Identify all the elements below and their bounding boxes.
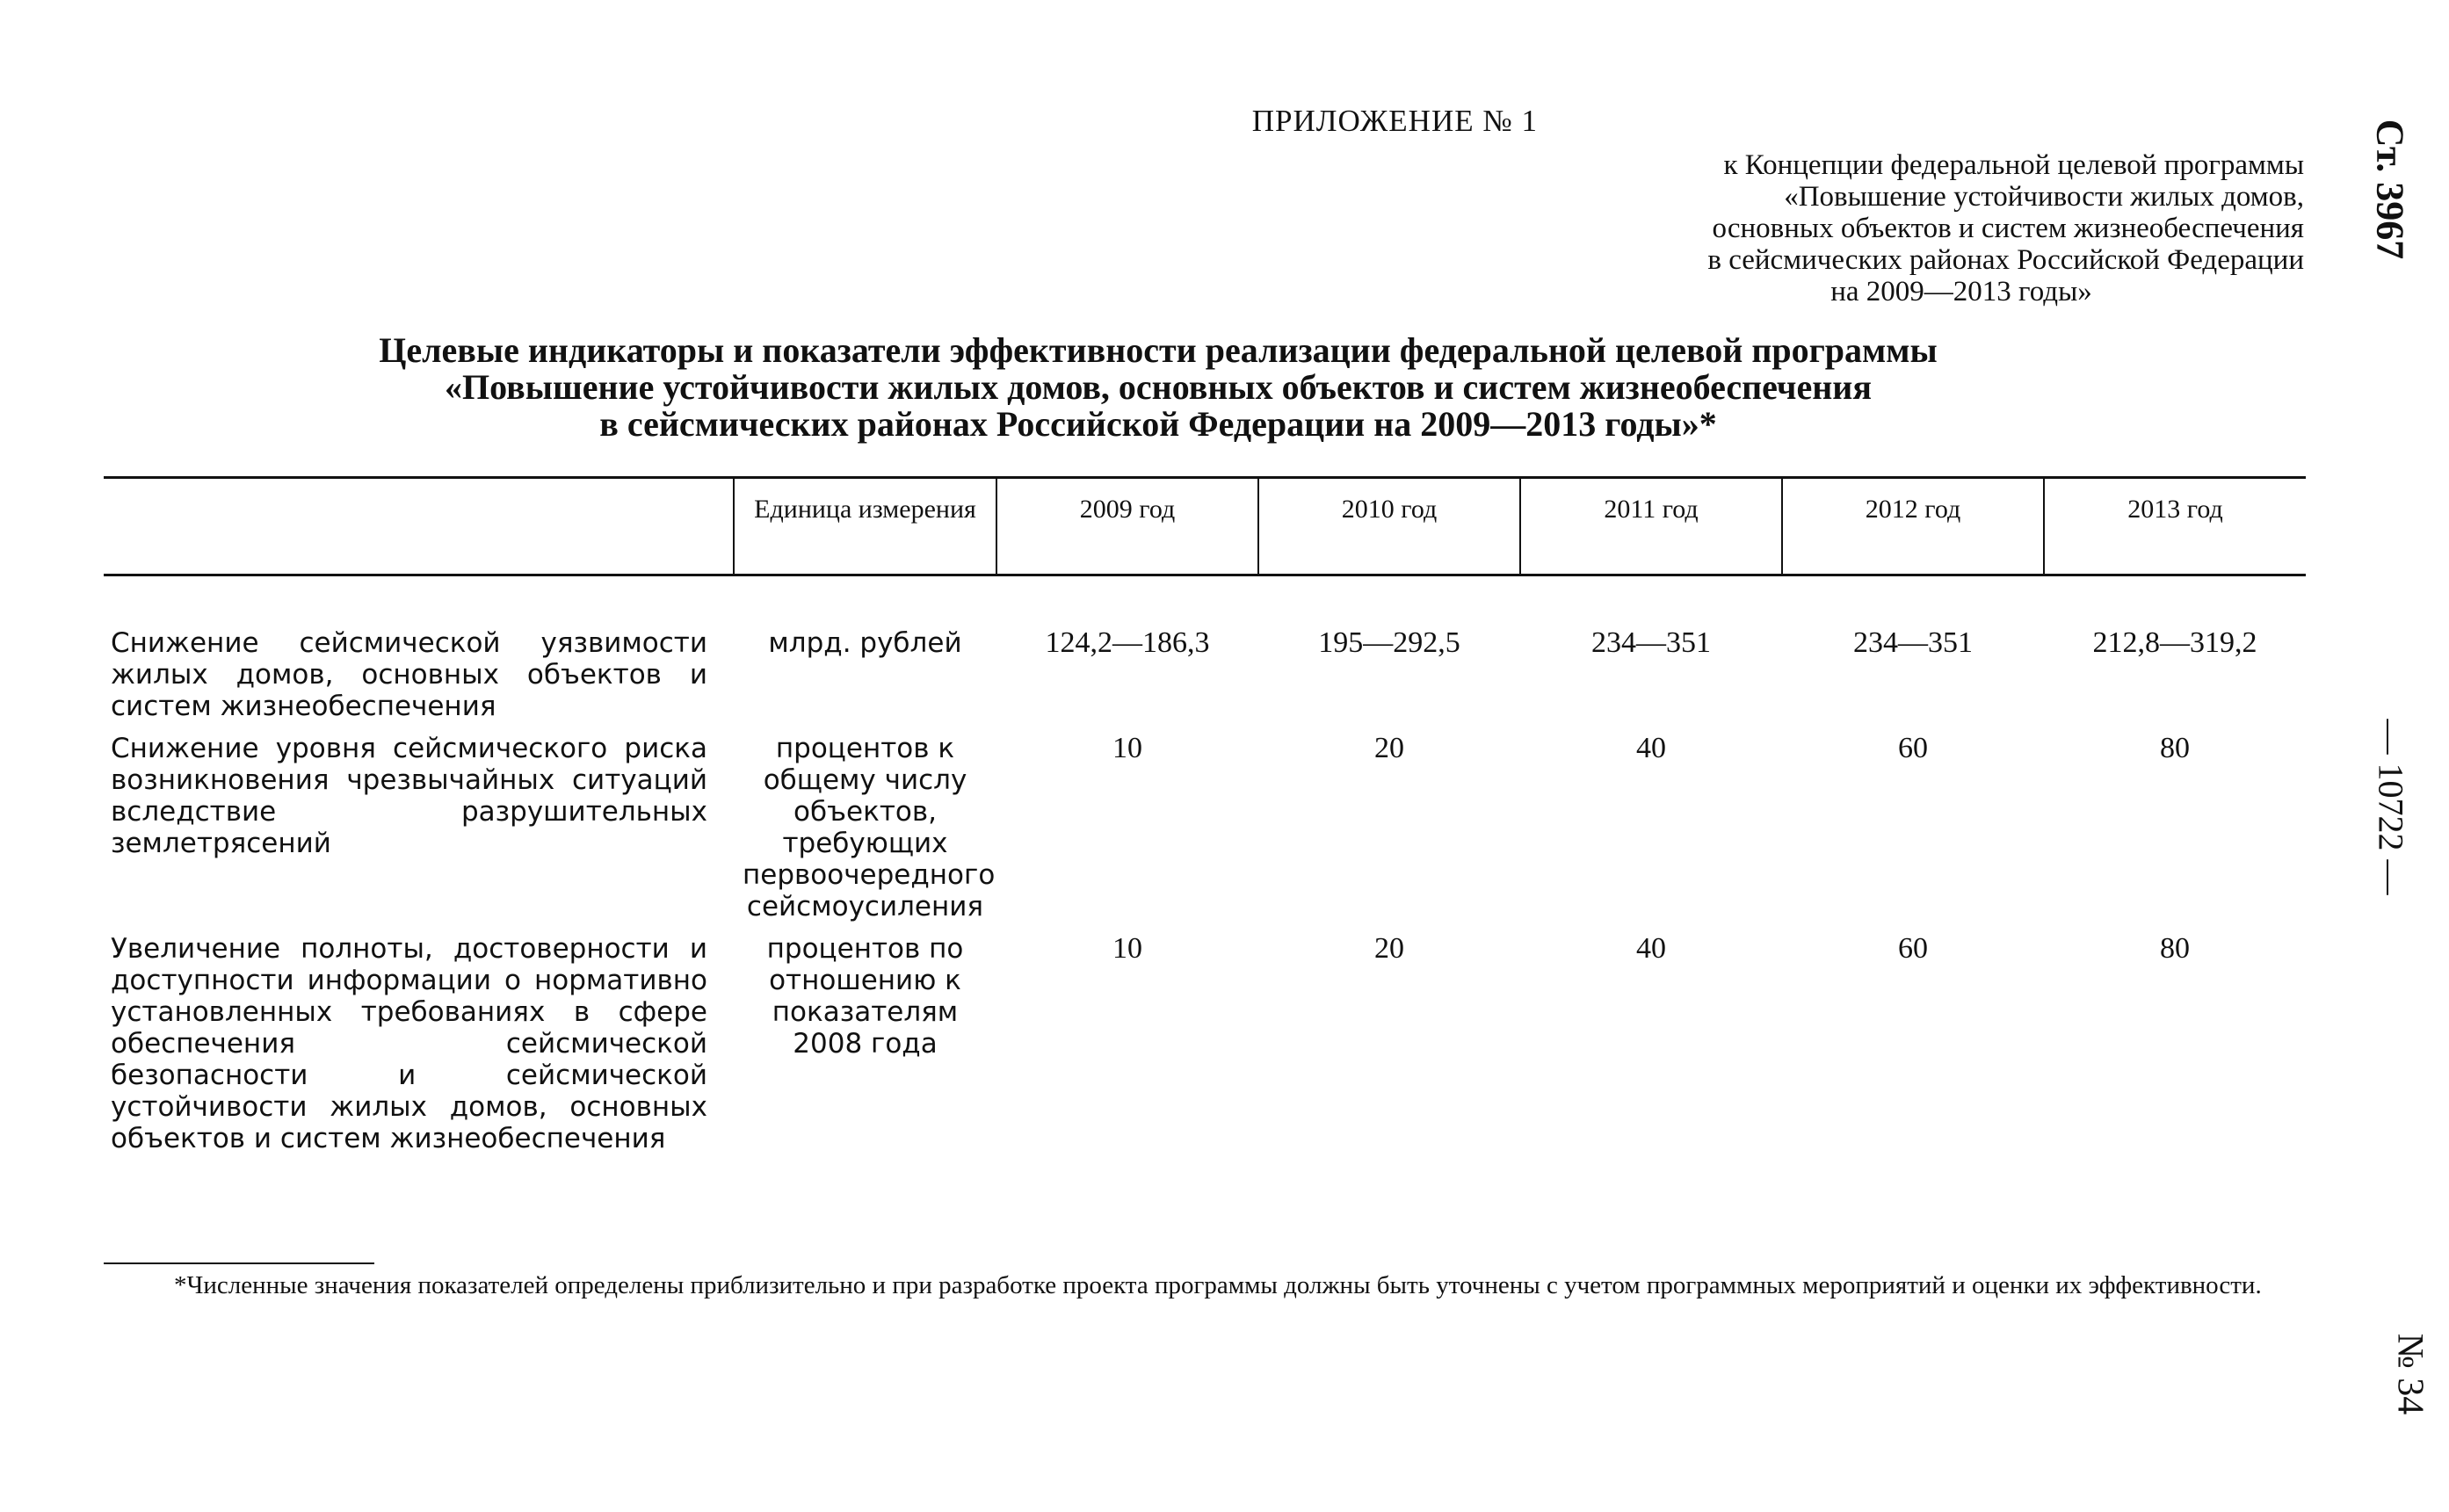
indicator-unit: процентов по отношению к показателям 2008 года	[766, 933, 964, 1060]
value-2011: 234—351	[1591, 626, 1711, 659]
value-2012: 60	[1898, 732, 1928, 764]
indicator-name: Снижение сейсмической уязвимости жилых домов, основных объектов и систем жизнеобеспечения	[111, 627, 707, 722]
value-2012: 60	[1898, 932, 1928, 965]
footnote-divider	[104, 1262, 374, 1264]
appendix-reference-line: в сейсмических районах Российской Федерации	[1707, 244, 2304, 276]
indicator-name: Увеличение полноты, достоверности и доступности информации о нормативно установленных требованиях в сфере обеспечения сейсмической безопасности и сейсмической устойчивости жилых домов, основных объектов и систем жизнеобеспечения	[111, 933, 707, 1154]
value-2009: 10	[1112, 932, 1142, 965]
value-2010: 20	[1374, 932, 1404, 965]
value-2010: 195—292,5	[1318, 626, 1460, 659]
title-line: Целевые индикаторы и показатели эффективности реализации федеральной целевой программы	[379, 330, 1938, 370]
indicator-unit: млрд. рублей	[768, 627, 962, 659]
value-2013: 80	[2160, 932, 2190, 965]
appendix-reference-line: «Повышение устойчивости жилых домов,	[1784, 181, 2304, 213]
header-year-2010: 2010 год	[1258, 478, 1520, 575]
table-spacer-row	[104, 575, 2306, 628]
header-indicator	[104, 478, 734, 575]
indicator-name: Снижение уровня сейсмического риска возникновения чрезвычайных ситуаций вследствие разрушительных землетрясений	[111, 733, 707, 859]
page-number: — 10722 —	[2371, 719, 2411, 895]
appendix-reference	[1619, 149, 2304, 307]
title-line: в сейсмических районах Российской Федерации на 2009—2013 годы»*	[599, 404, 1717, 444]
header-year-2009: 2009 год	[996, 478, 1258, 575]
table-header-row	[104, 478, 2306, 575]
header-year-2012: 2012 год	[1782, 478, 2044, 575]
indicators-table-wrap	[104, 476, 2306, 1165]
table-row	[104, 733, 2306, 933]
article-number: Ст. 3967	[2367, 119, 2411, 260]
appendix-reference-line: основных объектов и систем жизнеобеспечения	[1712, 213, 2304, 244]
value-2013: 80	[2160, 732, 2190, 764]
indicator-unit: процентов к общему числу объектов, требующих первоочередного сейсмоусиления	[743, 733, 996, 922]
table-row	[104, 627, 2306, 733]
value-2012: 234—351	[1853, 626, 1973, 659]
value-2011: 40	[1636, 932, 1666, 965]
header-unit: Единица измерения	[734, 478, 996, 575]
value-2009: 124,2—186,3	[1045, 626, 1210, 659]
header-year-2013: 2013 год	[2044, 478, 2306, 575]
value-2013: 212,8—319,2	[2092, 626, 2257, 659]
appendix-reference-line: на 2009—2013 годы»	[1830, 276, 2092, 307]
footnote: *Численные значения показателей определены приблизительно и при разработке проекта программы должны быть уточнены с учетом программных мероприятий и оценки их эффективности.	[174, 1271, 2262, 1299]
appendix-number: ПРИЛОЖЕНИЕ № 1	[1251, 104, 1538, 138]
value-2011: 40	[1636, 732, 1666, 764]
header-year-2011: 2011 год	[1520, 478, 1782, 575]
appendix-reference-line: к Концепции федеральной целевой программы	[1723, 149, 2304, 181]
indicators-table	[104, 476, 2306, 1165]
table-row	[104, 933, 2306, 1165]
value-2010: 20	[1374, 732, 1404, 764]
title-line: «Повышение устойчивости жилых домов, основных объектов и систем жизнеобеспечения	[445, 367, 1872, 407]
document-title	[104, 332, 2213, 443]
value-2009: 10	[1112, 732, 1142, 764]
issue-number: № 34	[2389, 1333, 2431, 1415]
